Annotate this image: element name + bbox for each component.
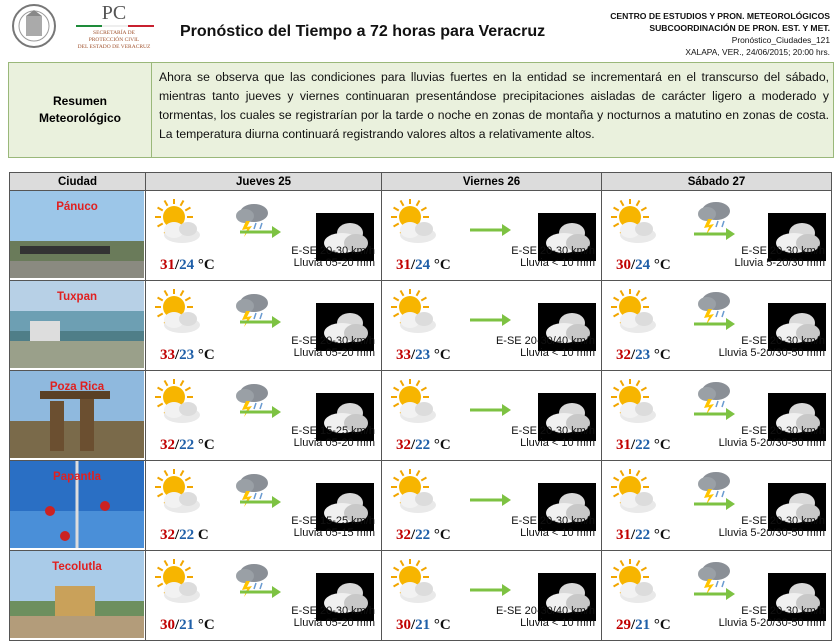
- state-seal-icon: [6, 2, 66, 50]
- wind-text: E-SE 15-25 km/h: [291, 515, 375, 527]
- temp-max: 32: [396, 527, 411, 543]
- forecast-table: [9, 172, 832, 641]
- col-header-day: Viernes 26: [382, 173, 602, 191]
- rain-text: Lluvia < 10 mm: [520, 437, 595, 449]
- temp-min: 24: [415, 257, 431, 273]
- temp-unit: °C: [653, 527, 671, 543]
- temp-min: 21: [179, 617, 195, 633]
- wind-text: E-SE 20-30 km/h: [511, 425, 595, 437]
- page-header: [0, 0, 838, 56]
- forecast-cell: [146, 191, 382, 281]
- col-header-day: Sábado 27: [602, 173, 832, 191]
- temp-min: 22: [415, 527, 431, 543]
- forecast-cell: [602, 281, 832, 371]
- forecast-cell: [602, 191, 832, 281]
- wind-rain-info: [511, 245, 595, 269]
- city-name: Papantla: [53, 471, 101, 483]
- sun-cloud-icon: [386, 379, 440, 425]
- temp-unit: °C: [653, 347, 671, 363]
- rain-text: Lluvia 5-20/30 mm: [734, 257, 825, 269]
- temp-max: 31: [160, 257, 175, 273]
- temperature: 32/23 °C: [616, 347, 671, 363]
- rain-text: Lluvia < 10 mm: [520, 527, 595, 539]
- sun-cloud-icon: [606, 379, 660, 425]
- rain-text: Lluvia 05-15 mm: [293, 527, 375, 539]
- temp-max: 30: [616, 257, 631, 273]
- temp-unit: °C: [197, 437, 215, 453]
- wind-text: E-SE 20-30 km/h: [511, 515, 595, 527]
- rain-text: Lluvia 05-20 mm: [293, 347, 375, 359]
- table-row: [10, 461, 832, 551]
- wind-arrow-icon: [468, 313, 512, 327]
- city-cell: [10, 191, 146, 281]
- wind-text: E-SE 20-30 km/h: [291, 605, 375, 617]
- temp-max: 32: [396, 437, 411, 453]
- forecast-cell: [382, 371, 602, 461]
- sun-cloud-icon: [150, 559, 204, 605]
- sun-cloud-icon: [606, 199, 660, 245]
- temp-min: 23: [179, 347, 195, 363]
- city-name: Pánuco: [56, 201, 98, 213]
- temperature: 32/22 C: [160, 527, 209, 543]
- temp-min: 22: [635, 437, 651, 453]
- temperature: 32/22 °C: [160, 437, 215, 453]
- temperature: 33/23 °C: [396, 347, 451, 363]
- forecast-cell: [382, 551, 602, 641]
- temp-min: 23: [635, 347, 651, 363]
- temp-max: 32: [616, 347, 631, 363]
- col-header-day: Jueves 25: [146, 173, 382, 191]
- sun-cloud-icon: [150, 379, 204, 425]
- wind-text: E-SE 20-30 km/h: [741, 335, 825, 347]
- temp-max: 31: [616, 437, 631, 453]
- temperature: 30/21 °C: [396, 617, 451, 633]
- wind-arrow-icon: [468, 223, 512, 237]
- wind-text: E-SE 20-30 km/h: [741, 425, 825, 437]
- wind-rain-info: [719, 425, 825, 449]
- forecast-cell: [146, 461, 382, 551]
- sun-cloud-icon: [386, 289, 440, 335]
- temp-unit: °C: [433, 617, 451, 633]
- temperature: 30/24 °C: [616, 257, 671, 273]
- temp-min: 24: [635, 257, 651, 273]
- wind-rain-info: [719, 335, 825, 359]
- temp-max: 33: [396, 347, 411, 363]
- temperature: 31/22 °C: [616, 437, 671, 453]
- temp-unit: °C: [433, 527, 451, 543]
- wind-arrow-icon: [238, 495, 282, 509]
- sun-cloud-icon: [150, 199, 204, 245]
- rain-text: Lluvia 5-20/30-50 mm: [718, 437, 825, 449]
- sun-cloud-icon: [150, 469, 204, 515]
- forecast-cell: [602, 371, 832, 461]
- temperature: 29/21 °C: [616, 617, 671, 633]
- wind-rain-info: [511, 425, 595, 449]
- weather-summary: [8, 62, 834, 158]
- temperature: 30/21 °C: [160, 617, 215, 633]
- temperature: 31/22 °C: [616, 527, 671, 543]
- wind-arrow-icon: [692, 587, 736, 601]
- temp-min: 23: [415, 347, 431, 363]
- rain-text: Lluvia 5-20/30-50 mm: [718, 347, 825, 359]
- temp-min: 24: [179, 257, 195, 273]
- wind-arrow-icon: [238, 315, 282, 329]
- forecast-cell: [382, 191, 602, 281]
- wind-rain-info: [291, 335, 375, 359]
- forecast-cell: [602, 461, 832, 551]
- wind-arrow-icon: [468, 403, 512, 417]
- temp-max: 30: [160, 617, 175, 633]
- rain-text: Lluvia < 10 mm: [520, 617, 595, 629]
- forecast-cell: [382, 281, 602, 371]
- city-name: Tecolutla: [52, 561, 102, 573]
- logo-pc-text: PC: [101, 2, 127, 24]
- logo-subtitle: SECRETARÍA DE PROTECCIÓN CIVIL DEL ESTADO DE VERACRUZ: [77, 30, 151, 50]
- temp-max: 30: [396, 617, 411, 633]
- summary-text: Ahora se observa que las condiciones para lluvias fuertes en la entidad se incrementará en el transcurso del sábado, mientras tanto jueves y viernes continuaran presentándose precipitaciones aisladas de carácter ligero a moderado y tormentas, los cuales se registrarían por la tarde o noche en zonas de montaña y nocturnos a matutino en zonas de costa. La temperatura diurna continuará registrando valores altos a relativamente altos.: [159, 70, 829, 141]
- wind-text: E-SE 20-30/40 km/h: [495, 605, 595, 617]
- temp-max: 29: [616, 617, 631, 633]
- temp-unit: °C: [653, 617, 671, 633]
- temperature: 31/24 °C: [160, 257, 215, 273]
- city-cell: [10, 551, 146, 641]
- wind-text: E-SE 20-30 km/h: [741, 245, 825, 257]
- city-name: Poza Rica: [49, 381, 105, 393]
- sun-cloud-icon: [606, 469, 660, 515]
- temp-unit: °C: [653, 257, 671, 273]
- wind-rain-info: [719, 515, 825, 539]
- temp-unit: °C: [197, 617, 215, 633]
- temp-unit: °C: [433, 347, 451, 363]
- forecast-cell: [382, 461, 602, 551]
- wind-text: E-SE 20-30 km/h: [291, 245, 375, 257]
- wind-arrow-icon: [468, 583, 512, 597]
- logo: [6, 2, 156, 50]
- wind-arrow-icon: [238, 225, 282, 239]
- wind-rain-info: [291, 515, 375, 539]
- wind-rain-info: [511, 515, 595, 539]
- sun-cloud-icon: [606, 559, 660, 605]
- temp-max: 33: [160, 347, 175, 363]
- temp-max: 31: [396, 257, 411, 273]
- city-name: Tuxpan: [56, 291, 98, 303]
- rain-text: Lluvia 05-20 mm: [293, 257, 375, 269]
- sun-cloud-icon: [150, 289, 204, 335]
- rain-text: Lluvia < 10 mm: [520, 347, 595, 359]
- city-cell: [10, 461, 146, 551]
- temp-max: 31: [616, 527, 631, 543]
- wind-text: E-SE 20-30 km/h: [741, 515, 825, 527]
- wind-text: E-SE 20-30/40 km/h: [495, 335, 595, 347]
- wind-arrow-icon: [468, 493, 512, 507]
- temp-unit: °C: [433, 257, 451, 273]
- temp-unit: °C: [197, 347, 215, 363]
- forecast-cell: [602, 551, 832, 641]
- col-header-city: Ciudad: [10, 173, 146, 191]
- page-title: Pronóstico del Tiempo a 72 horas para Veracruz: [180, 23, 546, 40]
- summary-label: Resumen Meteorológico: [9, 63, 152, 157]
- wind-rain-info: [291, 245, 375, 269]
- wind-text: E-SE 20-30 km/h: [291, 335, 375, 347]
- temperature: 32/22 °C: [396, 527, 451, 543]
- wind-arrow-icon: [692, 227, 736, 241]
- rain-text: Lluvia 5-20/30-50 mm: [718, 617, 825, 629]
- wind-rain-info: [291, 425, 375, 449]
- wind-arrow-icon: [692, 317, 736, 331]
- sun-cloud-icon: [386, 199, 440, 245]
- temp-unit: °C: [433, 437, 451, 453]
- rain-text: Lluvia 5-20/30-50 mm: [718, 527, 825, 539]
- rain-text: Lluvia 05-20 mm: [293, 617, 375, 629]
- forecast-cell: [146, 281, 382, 371]
- temperature: 32/22 °C: [396, 437, 451, 453]
- sun-cloud-icon: [386, 469, 440, 515]
- wind-rain-info: [735, 245, 826, 269]
- table-row: [10, 191, 832, 281]
- wind-text: E-SE 20-30 km/h: [511, 245, 595, 257]
- wind-rain-info: [496, 335, 595, 359]
- temperature: 31/24 °C: [396, 257, 451, 273]
- wind-rain-info: [291, 605, 375, 629]
- temp-unit: C: [197, 527, 209, 543]
- sun-cloud-icon: [386, 559, 440, 605]
- wind-arrow-icon: [692, 407, 736, 421]
- forecast-cell: [146, 551, 382, 641]
- org-info: CENTRO DE ESTUDIOS Y PRON. METEOROLÓGICOS SUBCOORDINACIÓN DE PRON. EST. Y MET. Pronóstico_Ciudades_121 XALAPA, VER., 24/06/2015; 20:00 hrs.: [610, 11, 830, 57]
- forecast-cell: [146, 371, 382, 461]
- temp-min: 22: [179, 527, 195, 543]
- city-cell: [10, 281, 146, 371]
- wind-rain-info: [496, 605, 595, 629]
- temperature: 33/23 °C: [160, 347, 215, 363]
- table-row: [10, 371, 832, 461]
- sun-cloud-icon: [606, 289, 660, 335]
- temp-max: 32: [160, 527, 175, 543]
- temp-unit: °C: [653, 437, 671, 453]
- wind-arrow-icon: [238, 585, 282, 599]
- wind-text: E-SE 15-25 km/h: [291, 425, 375, 437]
- table-row: [10, 551, 832, 641]
- temp-max: 32: [160, 437, 175, 453]
- city-cell: [10, 371, 146, 461]
- temp-min: 21: [635, 617, 651, 633]
- temp-unit: °C: [197, 257, 215, 273]
- table-row: [10, 281, 832, 371]
- temp-min: 22: [415, 437, 431, 453]
- temp-min: 21: [415, 617, 431, 633]
- rain-text: Lluvia 05-20 mm: [293, 437, 375, 449]
- wind-arrow-icon: [238, 405, 282, 419]
- temp-min: 22: [179, 437, 195, 453]
- wind-text: E-SE 20-30 km/h: [741, 605, 825, 617]
- temp-min: 22: [635, 527, 651, 543]
- rain-text: Lluvia < 10 mm: [520, 257, 595, 269]
- wind-rain-info: [719, 605, 825, 629]
- wind-arrow-icon: [692, 497, 736, 511]
